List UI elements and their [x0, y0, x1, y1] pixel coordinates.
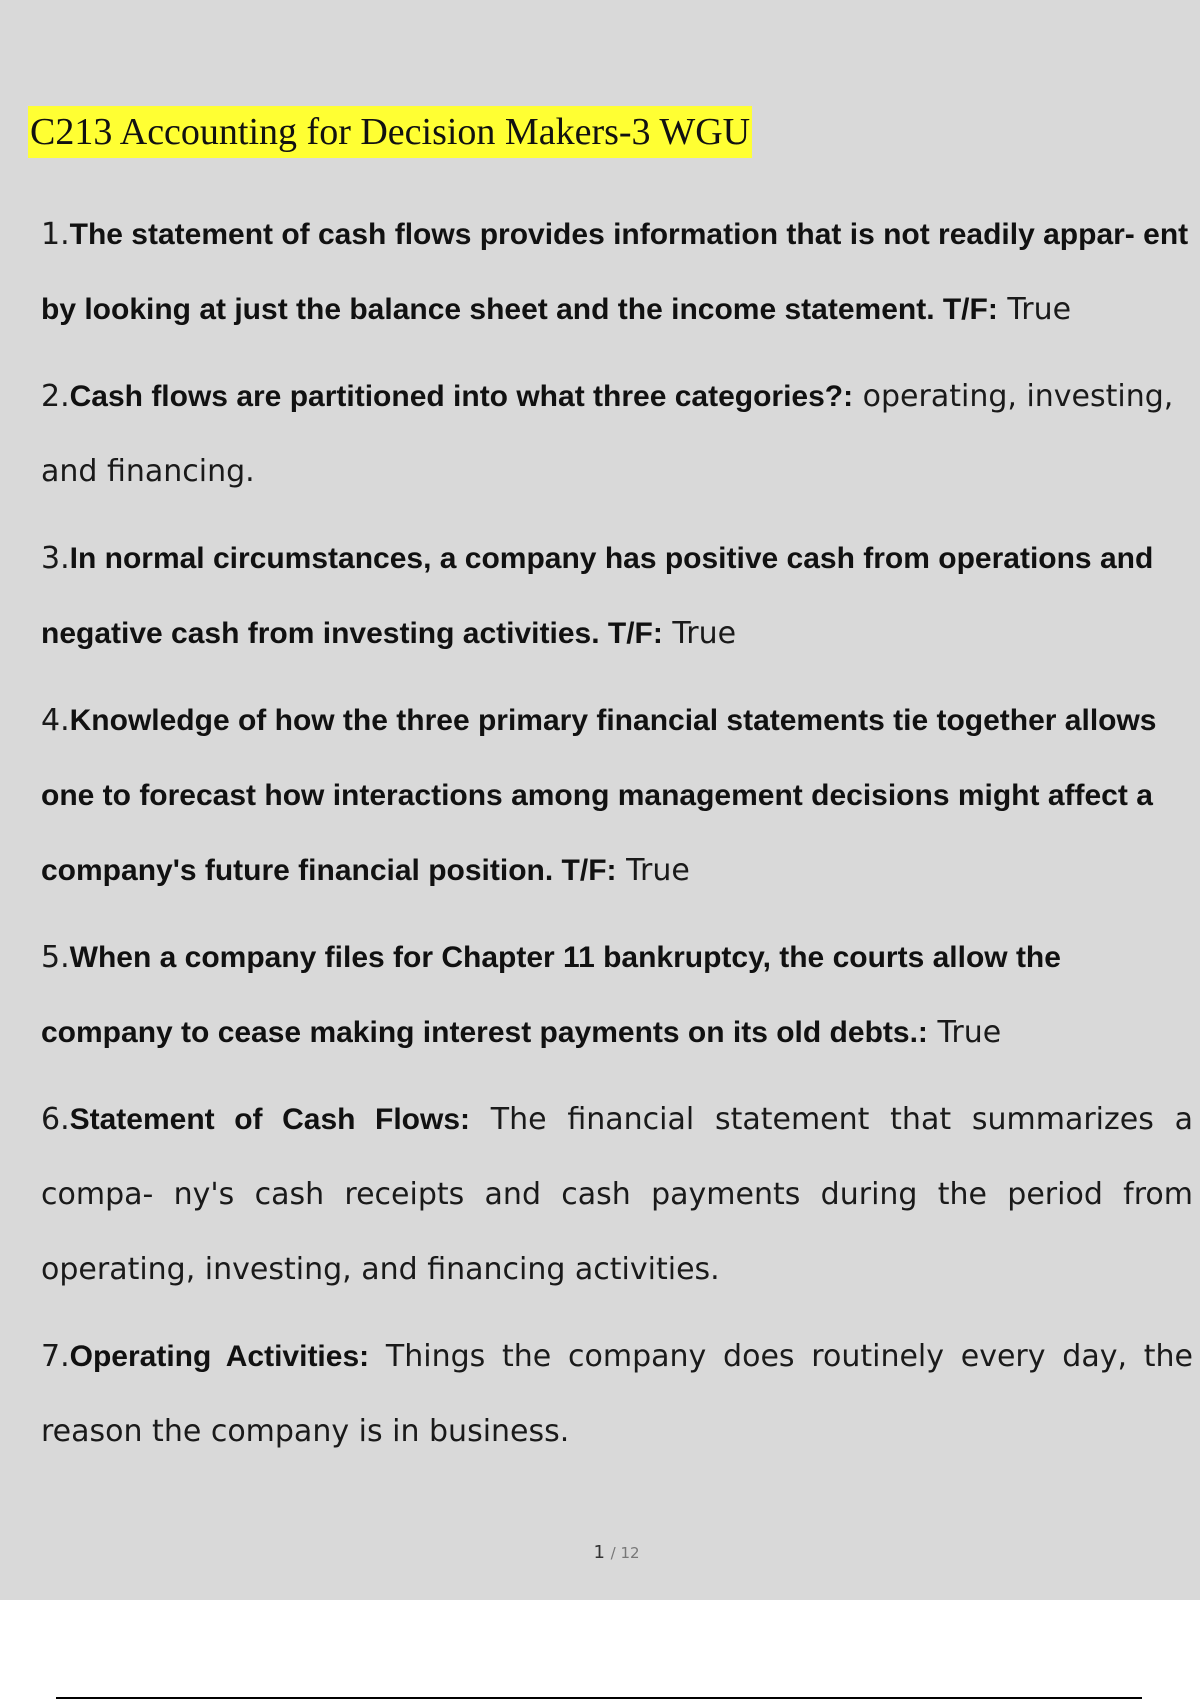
- qa-item: [41, 197, 1193, 347]
- item-question: Operating Activities:: [69, 1340, 370, 1373]
- page-current: 1: [593, 1542, 605, 1563]
- page-number: [0, 1542, 1200, 1563]
- qa-item: [41, 1082, 1193, 1307]
- item-answer: True: [672, 616, 737, 651]
- item-number: 5.: [41, 940, 70, 975]
- qa-item: [41, 359, 1193, 509]
- item-answer: Things the company does routinely every day, the reason the company is in business.: [41, 1339, 1193, 1449]
- item-number: 4.: [41, 703, 70, 738]
- item-answer: True: [626, 853, 690, 888]
- item-question: Knowledge of how the three primary financial statements tie together allows one to forecast how interactions among management decisions might affect a company's future financial position. T/F:: [41, 704, 1157, 887]
- item-number: 2.: [41, 379, 70, 414]
- qa-list: [41, 197, 1193, 1481]
- next-page-divider: [56, 1697, 1142, 1699]
- item-question: Cash flows are partitioned into what three categories?:: [69, 380, 854, 413]
- item-number: 7.: [41, 1339, 70, 1374]
- qa-item: [41, 683, 1193, 908]
- item-question: In normal circumstances, a company has positive cash from operations and negative cash from investing activities. T/F:: [41, 542, 1154, 650]
- document-title: C213 Accounting for Decision Makers-3 WGU: [28, 106, 752, 158]
- qa-item: [41, 920, 1193, 1070]
- item-question: When a company files for Chapter 11 bankruptcy, the courts allow the company to cease making interest payments on its old debts.:: [41, 941, 1061, 1049]
- page-total: / 12: [610, 1544, 640, 1562]
- item-question: The statement of cash flows provides information that is not readily appar- ent by looking at just the balance sheet and the income statement. T/F:: [41, 218, 1189, 326]
- item-answer: True: [937, 1015, 1002, 1050]
- qa-item: [41, 1319, 1193, 1469]
- item-number: 1.: [41, 217, 70, 252]
- item-answer: The financial statement that summarizes a compa- ny's cash receipts and cash payments during the period from operating, investing, and financing activities.: [41, 1102, 1193, 1287]
- item-question: Statement of Cash Flows:: [69, 1103, 471, 1136]
- item-number: 3.: [41, 541, 70, 576]
- qa-item: [41, 521, 1193, 671]
- item-answer: True: [1007, 292, 1072, 327]
- item-number: 6.: [41, 1102, 70, 1137]
- item-answer: operating, investing, and financing.: [41, 379, 1174, 489]
